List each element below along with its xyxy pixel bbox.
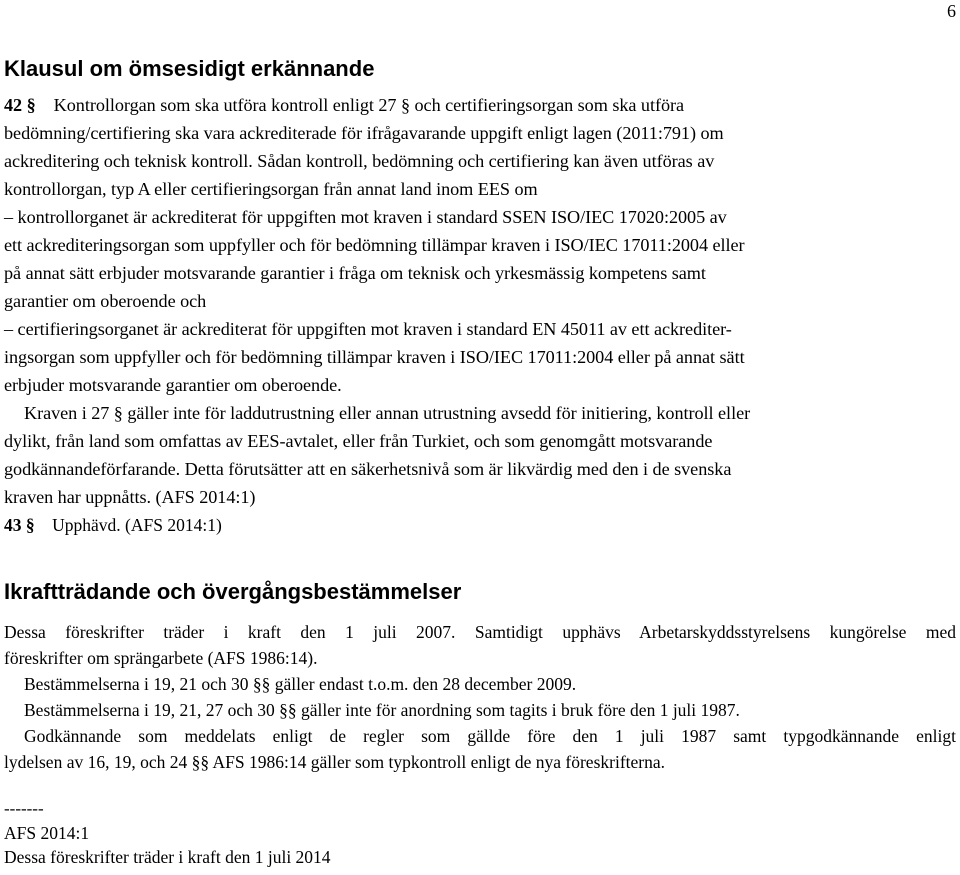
paragraph-42-line: – certifieringsorganet är ackrediterat för uppgiften mot kraven i standard EN 45011 av ett ackrediter- bbox=[4, 319, 732, 339]
provision-line: Bestämmelserna i 19, 21, 27 och 30 §§ gäller inte för anordning som tagits i bruk före den 1 juli 1987. bbox=[24, 700, 740, 720]
paragraph-43-line: 43 § Upphävd. (AFS 2014:1) bbox=[4, 515, 222, 535]
paragraph-42-line: på annat sätt erbjuder motsvarande garantier i fråga om teknisk och yrkesmässig kompetens samt bbox=[4, 263, 706, 283]
paragraph-42-line: ackreditering och teknisk kontroll. Sådan kontroll, bedömning och certifiering kan även utföras av bbox=[4, 151, 715, 171]
transitional-provisions bbox=[4, 619, 956, 775]
paragraph-42-line: ett ackrediteringsorgan som uppfyller och för bedömning tillämpar kraven i ISO/IEC 17011:2004 eller bbox=[4, 235, 745, 255]
paragraph-42-line: godkännandeförfarande. Detta förutsätter att en säkerhetsnivå som är likvärdig med den i de svenska bbox=[4, 459, 732, 479]
paragraph-42-line: – kontrollorganet är ackrediterat för uppgiften mot kraven i standard SSEN ISO/IEC 17020:2005 av bbox=[4, 207, 727, 227]
section-heading-mutual-recognition: Klausul om ömsesidigt erkännande bbox=[4, 56, 375, 81]
provision-line: Bestämmelserna i 19, 21 och 30 §§ gäller endast t.o.m. den 28 december 2009. bbox=[24, 674, 577, 694]
paragraph-42-line: kontrollorgan, typ A eller certifieringsorgan från annat land inom EES om bbox=[4, 179, 538, 199]
paragraph-42-line: Kraven i 27 § gäller inte för laddutrustning eller annan utrustning avsedd för initiering, kontroll eller bbox=[24, 403, 751, 423]
paragraph-42-line: garantier om oberoende och bbox=[4, 291, 207, 311]
paragraph-number: 42 § bbox=[4, 95, 36, 115]
paragraph-42-line: kraven har uppnåtts. (AFS 2014:1) bbox=[4, 487, 256, 507]
paragraph-42 bbox=[4, 91, 956, 511]
paragraph-42-line: erbjuder motsvarande garantier om oberoende. bbox=[4, 375, 342, 395]
footnote-separator: ------- bbox=[4, 799, 44, 818]
footnote-text: Dessa föreskrifter träder i kraft den 1 juli 2014 bbox=[4, 847, 331, 867]
paragraph-42-line: 42 § Kontrollorgan som ska utföra kontroll enligt 27 § och certifieringsorgan som ska utföra bbox=[4, 95, 685, 115]
provision-line: lydelsen av 16, 19, och 24 §§ AFS 1986:14 gäller som typkontroll enligt de nya föreskrifterna. bbox=[4, 752, 666, 772]
footnote-reference: AFS 2014:1 bbox=[4, 823, 90, 843]
page-number: 6 bbox=[947, 1, 956, 21]
provision-line: föreskrifter om sprängarbete (AFS 1986:14). bbox=[4, 648, 318, 668]
paragraph-42-line: dylikt, från land som omfattas av EES-avtalet, eller från Turkiet, och som genomgått motsvarande bbox=[4, 431, 713, 451]
paragraph-42-line: bedömning/certifiering ska vara ackrediterade för ifrågavarande uppgift enligt lagen (2011:791) om bbox=[4, 123, 724, 143]
footnote bbox=[4, 797, 956, 869]
paragraph-43 bbox=[4, 512, 956, 538]
provision-line: Dessa föreskrifter träder i kraft den 1 juli 2007. Samtidigt upphävs Arbetarskyddsstyrelsens kungörelse med bbox=[4, 622, 956, 642]
paragraph-42-line: ingsorgan som uppfyller och för bedömning tillämpar kraven i ISO/IEC 17011:2004 eller på annat sätt bbox=[4, 347, 745, 367]
provision-line: Godkännande som meddelats enligt de regler som gällde före den 1 juli 1987 samt typgodkännande enligt bbox=[24, 726, 956, 746]
section-heading-entry-into-force: Ikraftträdande och övergångsbestämmelser bbox=[4, 579, 462, 604]
paragraph-number: 43 § bbox=[4, 515, 35, 535]
